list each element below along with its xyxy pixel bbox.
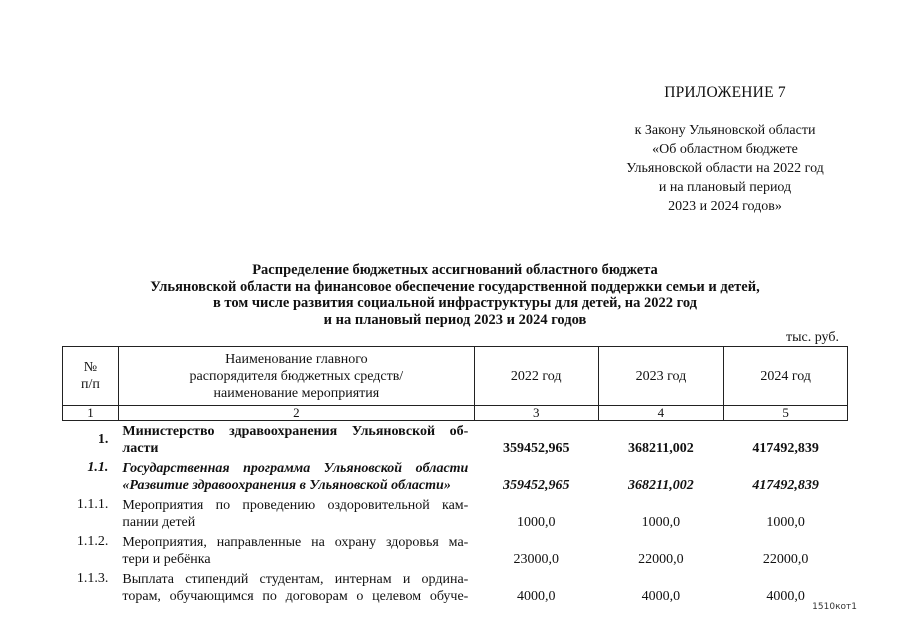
law-line: 2023 и 2024 годов»	[668, 199, 782, 214]
row-number: 1.1.1.	[76, 497, 109, 512]
column-number: 4	[598, 406, 724, 421]
table-header-row	[63, 347, 848, 406]
row-name: Министерство здравоохранения Ульяновской об- ласти	[122, 424, 469, 456]
row-number: 1.	[97, 432, 109, 447]
value-2023: 22000,0	[638, 552, 684, 567]
law-reference	[600, 121, 850, 216]
law-line: Ульяновской области на 2022 год	[626, 161, 824, 176]
row-number: 1.1.2.	[76, 534, 109, 549]
value-2024: 1000,0	[766, 515, 805, 530]
header-2024: 2024 год	[724, 347, 848, 406]
table-row	[63, 532, 848, 569]
row-name: Мероприятия по проведению оздоровительной кам- пании детей	[122, 498, 469, 530]
document-stamp: 1510кот1	[812, 602, 857, 612]
table-row	[63, 495, 848, 532]
value-2024: 417492,839	[752, 441, 819, 456]
row-name: Государственная программа Ульяновской области «Развитие здравоохранения в Ульяновской области»	[122, 461, 469, 493]
title-line: в том числе развития социальной инфраструктуры для детей, на 2022 год	[212, 295, 698, 311]
row-name: Выплата стипендий студентам, интернам и ордина- торам, обучающимся по договорам о целевом обуче-	[122, 572, 469, 604]
law-line: «Об областном бюджете	[652, 142, 798, 157]
column-number: 3	[474, 406, 598, 421]
title-line: Распределение бюджетных ассигнований областного бюджета	[252, 262, 658, 278]
column-number: 5	[724, 406, 848, 421]
value-2022: 359452,965	[502, 441, 570, 456]
value-2024: 4000,0	[766, 589, 805, 604]
value-2022: 1000,0	[516, 515, 556, 530]
header-2022: 2022 год	[474, 347, 598, 406]
law-line: и на плановый период	[658, 180, 792, 195]
value-2023: 4000,0	[641, 589, 681, 604]
row-number: 1.1.3.	[76, 571, 109, 586]
column-number-row	[63, 406, 848, 421]
appendix-label: ПРИЛОЖЕНИЕ 7	[664, 84, 786, 101]
header-name: Наименование главного распорядителя бюджетных средств/ наименование мероприятия	[118, 347, 474, 406]
column-number: 2	[118, 406, 474, 421]
value-2023: 1000,0	[641, 515, 681, 530]
value-2023: 368211,002	[628, 478, 694, 493]
column-number: 1	[63, 406, 119, 421]
value-2024: 417492,839	[752, 478, 819, 493]
value-2023: 368211,002	[628, 441, 694, 456]
header-2023: 2023 год	[598, 347, 724, 406]
row-number: 1.1.	[87, 460, 109, 475]
value-2022: 4000,0	[516, 589, 556, 604]
row-name: Мероприятия, направленные на охрану здоровья ма- тери и ребёнка	[122, 535, 469, 567]
value-2024: 22000,0	[762, 552, 809, 567]
table-row	[63, 458, 848, 495]
header-num: № п/п	[63, 347, 119, 406]
units-label: тыс. руб.	[786, 330, 839, 345]
value-2022: 23000,0	[513, 552, 559, 567]
title-line: Ульяновской области на финансовое обеспечение государственной поддержки семьи и детей,	[150, 278, 760, 295]
table-row	[63, 421, 848, 459]
title-line: и на плановый период 2023 и 2024 годов	[323, 311, 587, 328]
document-title	[60, 262, 850, 328]
table-row	[63, 569, 848, 606]
law-line: к Закону Ульяновской области	[634, 123, 816, 138]
value-2022: 359452,965	[502, 478, 570, 493]
budget-table	[62, 346, 848, 606]
